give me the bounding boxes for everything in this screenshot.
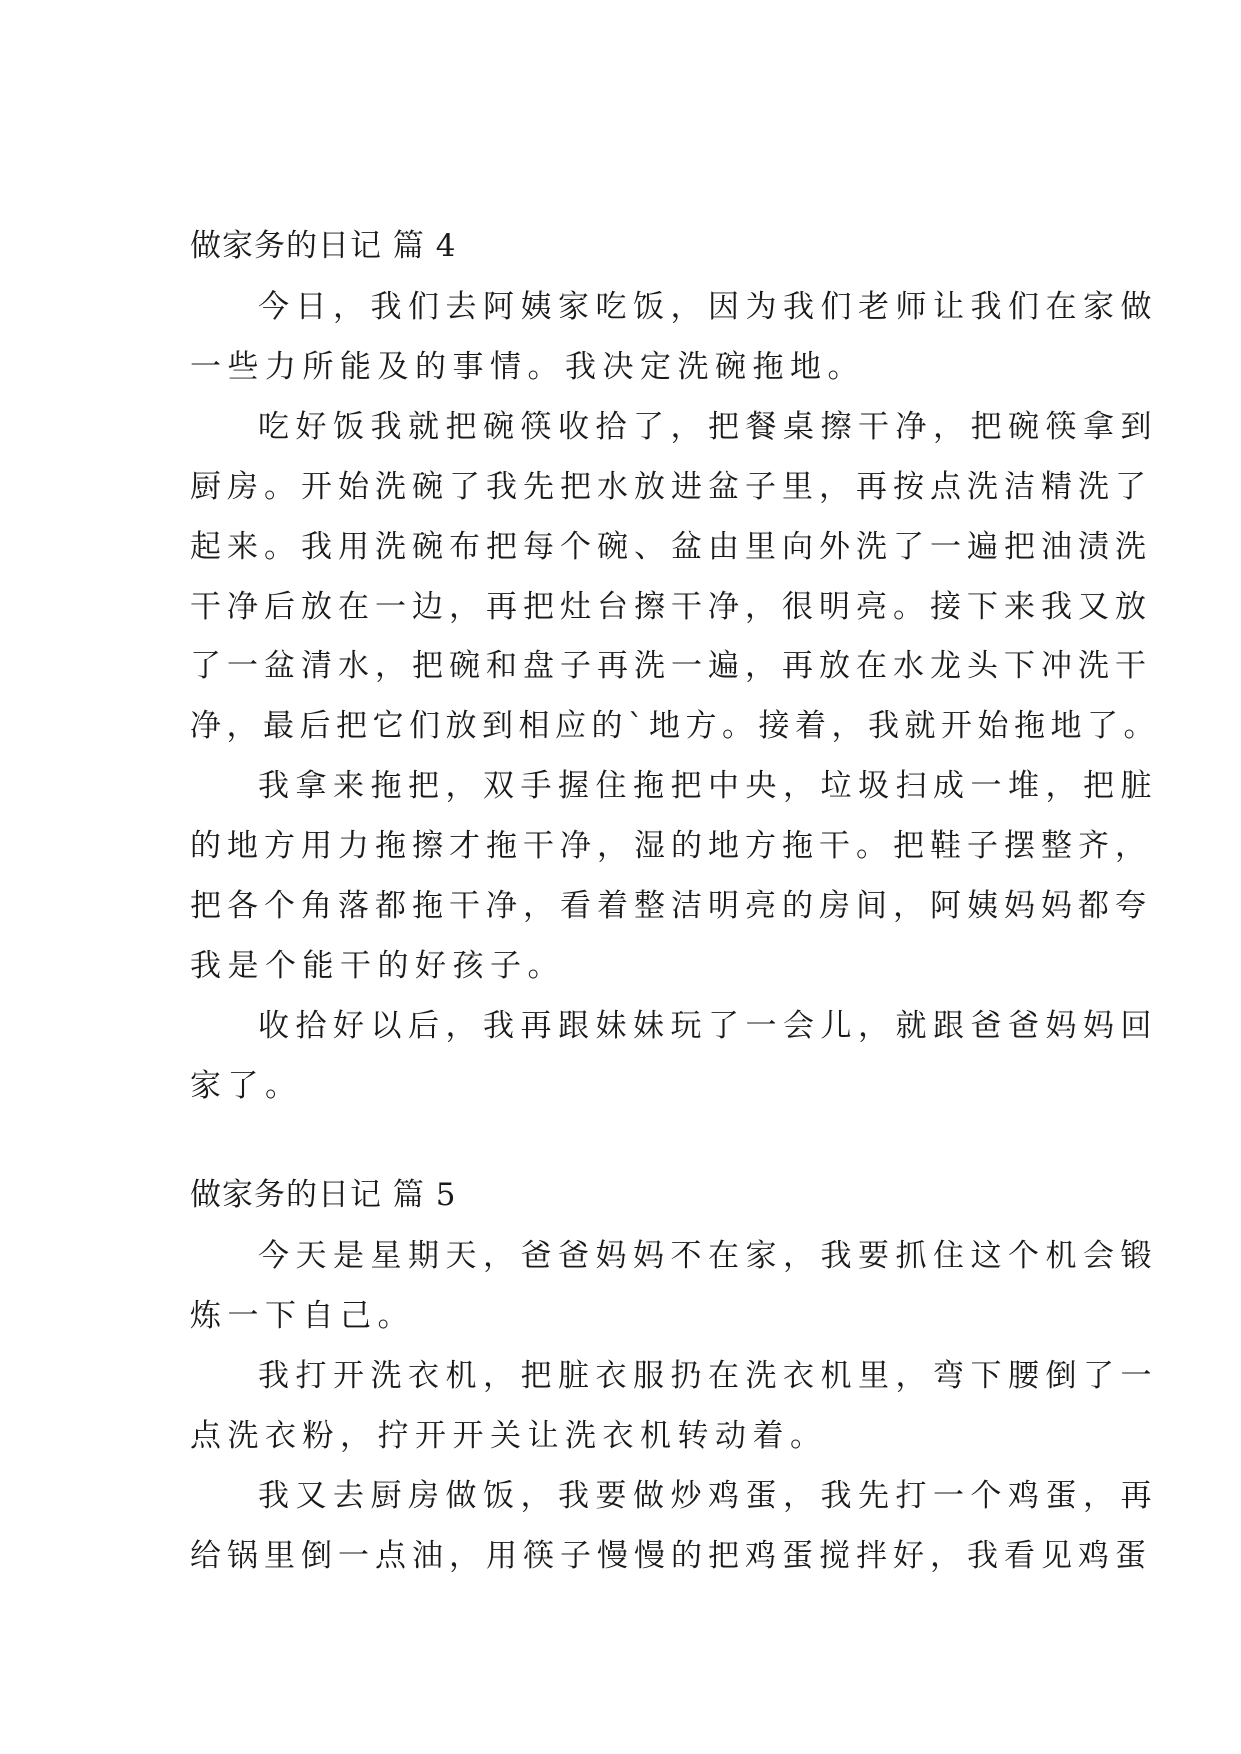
section-heading: 做家务的日记 篇 5 xyxy=(190,1177,457,1213)
paragraph-line: 了一盆清水，把碗和盘子再洗一遍，再放在水龙头下冲洗干 xyxy=(190,648,1152,684)
paragraph-line: 我是个能干的好孩子。 xyxy=(190,948,565,984)
paragraph-line: 一些力所能及的事情。我决定洗碗拖地。 xyxy=(190,349,865,385)
section-heading: 做家务的日记 篇 4 xyxy=(190,228,457,264)
paragraph-line: 我又去厨房做饭，我要做炒鸡蛋，我先打一个鸡蛋，再 xyxy=(258,1478,1158,1514)
paragraph-line: 点洗衣粉，拧开开关让洗衣机转动着。 xyxy=(190,1418,828,1454)
paragraph-line: 给锅里倒一点油，用筷子慢慢的把鸡蛋搅拌好，我看见鸡蛋 xyxy=(190,1538,1152,1574)
paragraph-line: 今天是星期天，爸爸妈妈不在家，我要抓住这个机会锻 xyxy=(258,1238,1158,1274)
paragraph-line: 吃好饭我就把碗筷收拾了，把餐桌擦干净，把碗筷拿到 xyxy=(258,409,1158,445)
paragraph-line: 今日，我们去阿姨家吃饭，因为我们老师让我们在家做 xyxy=(258,289,1158,325)
paragraph-line: 家了。 xyxy=(190,1068,303,1104)
paragraph-line: 炼一下自己。 xyxy=(190,1298,415,1334)
paragraph-line: 收拾好以后，我再跟妹妹玩了一会儿，就跟爸爸妈妈回 xyxy=(258,1008,1158,1044)
paragraph-line: 厨房。开始洗碗了我先把水放进盆子里，再按点洗洁精洗了 xyxy=(190,469,1152,505)
paragraph-line: 把各个角落都拖干净，看着整洁明亮的房间，阿姨妈妈都夸 xyxy=(190,888,1152,924)
paragraph-line: 我打开洗衣机，把脏衣服扔在洗衣机里，弯下腰倒了一 xyxy=(258,1358,1158,1394)
paragraph-line: 干净后放在一边，再把灶台擦干净，很明亮。接下来我又放 xyxy=(190,589,1152,625)
paragraph-line: 的地方用力拖擦才拖干净，湿的地方拖干。把鞋子摆整齐， xyxy=(190,828,1152,864)
paragraph-line: 起来。我用洗碗布把每个碗、盆由里向外洗了一遍把油渍洗 xyxy=(190,529,1152,565)
paragraph-line: 我拿来拖把，双手握住拖把中央，垃圾扫成一堆，把脏 xyxy=(258,768,1158,804)
paragraph-line: 净，最后把它们放到相应的`地方。接着，我就开始拖地了。 xyxy=(190,708,1160,744)
